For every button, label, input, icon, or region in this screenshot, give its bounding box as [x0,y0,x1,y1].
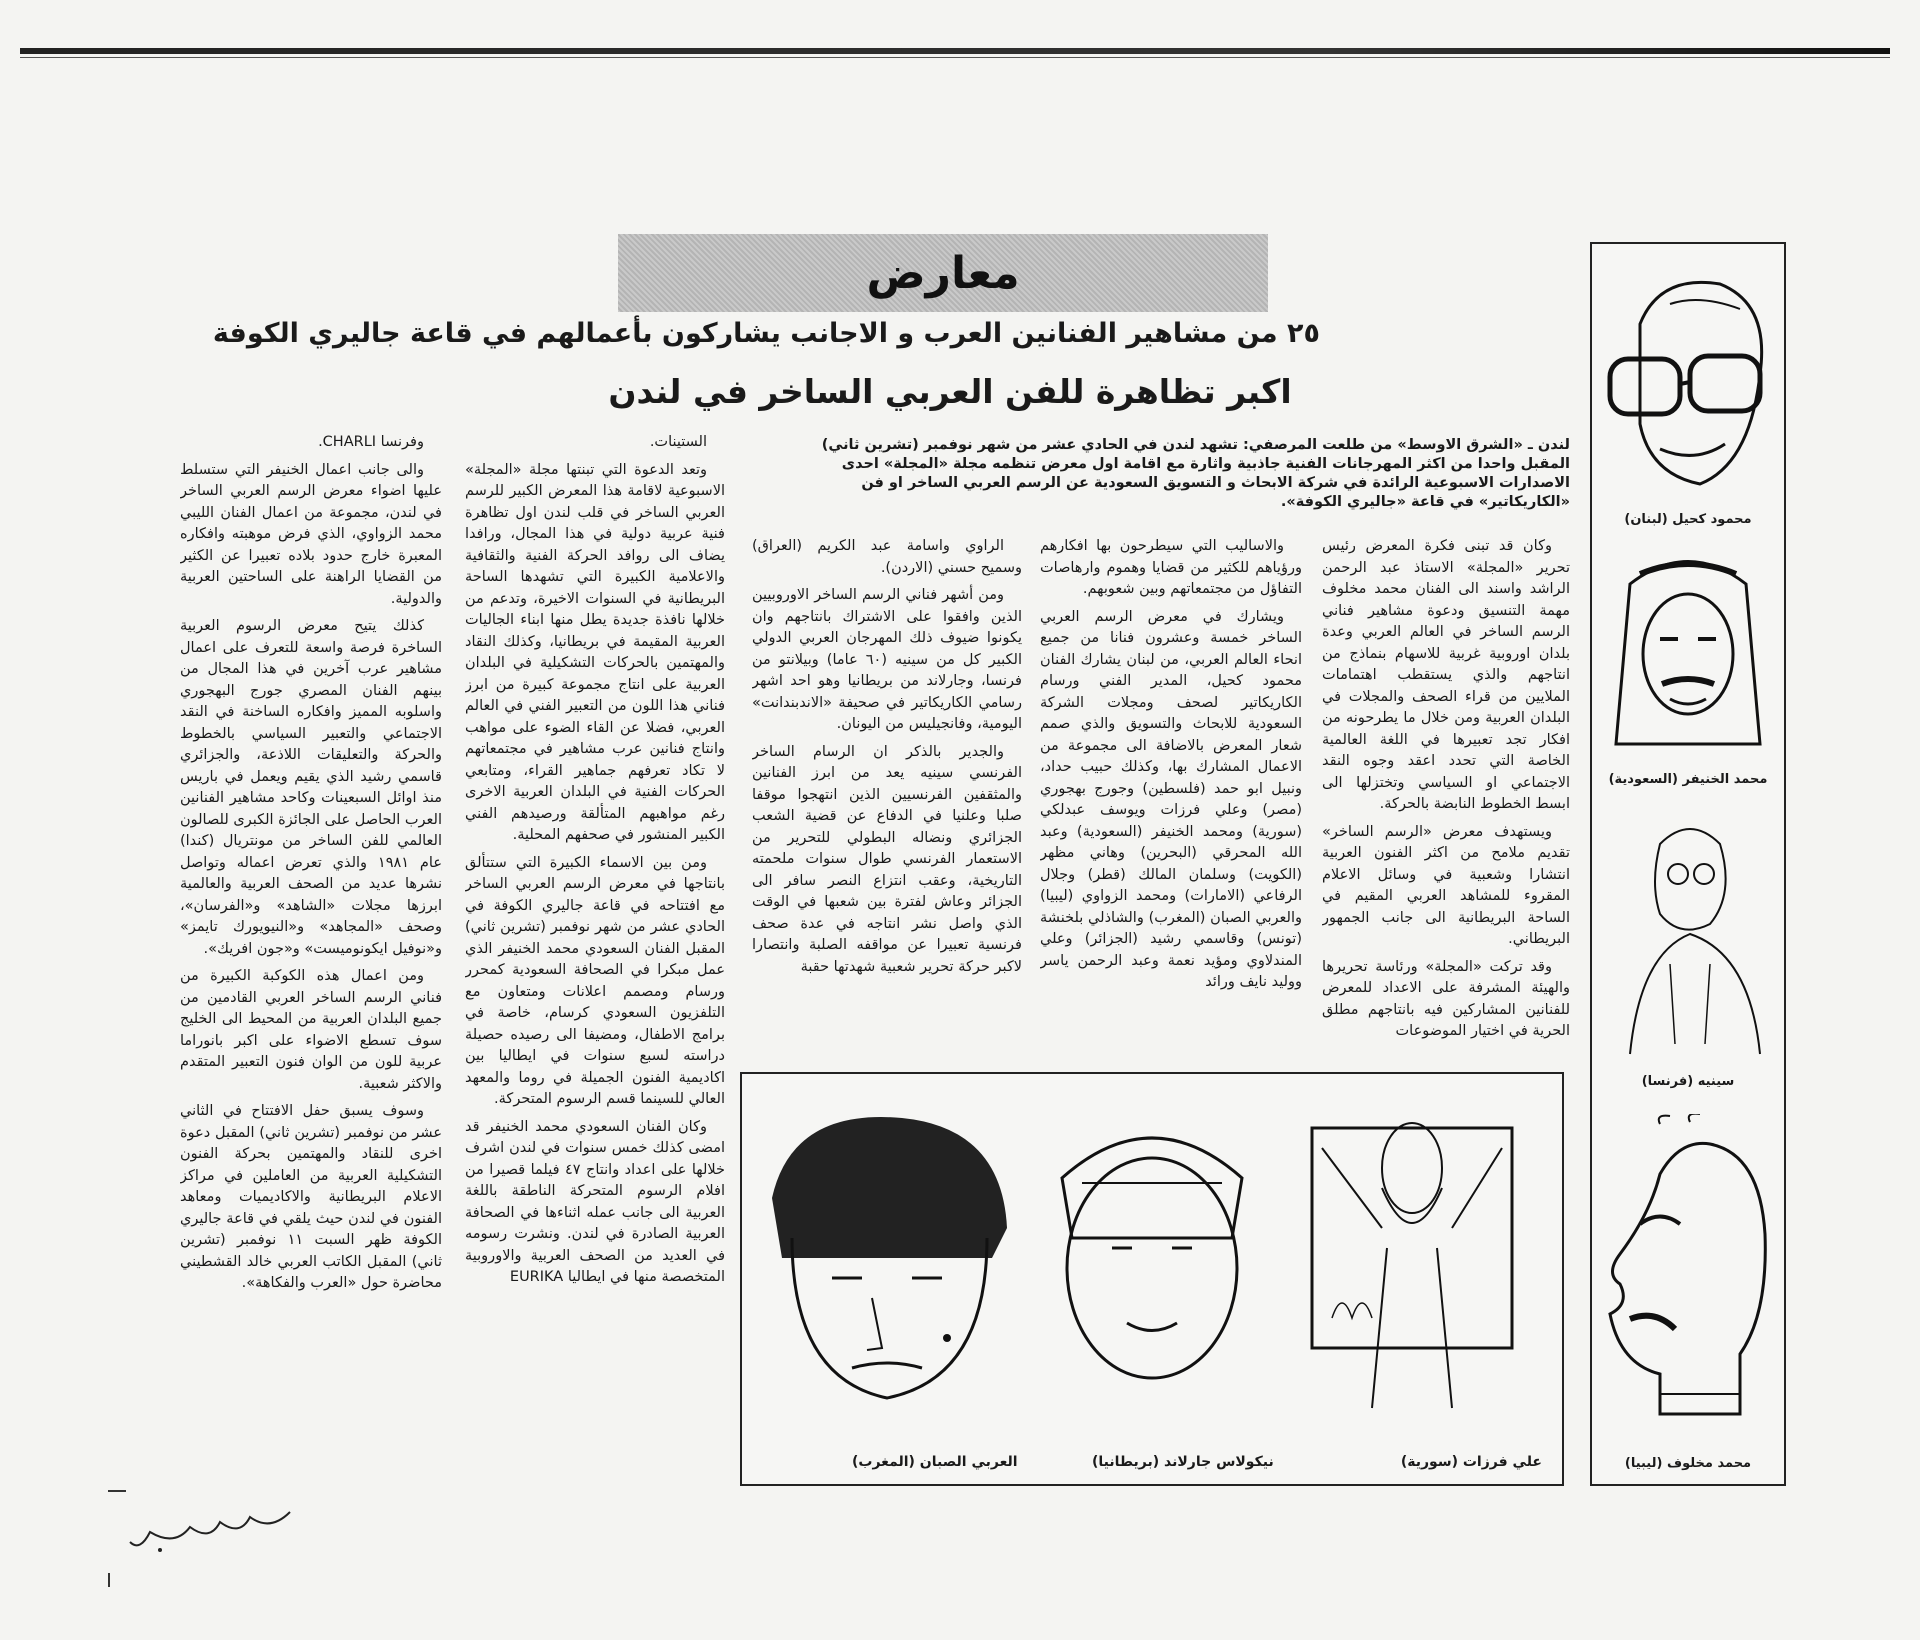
paragraph: والى جانب اعمال الخنيفر التي ستسلط عليها اضواء معرض الرسم العربي الساخر في لندن، مجموعة من اعمال الفنان الليبي محمد الزواوي، الذي فرض موهبته وافكاره المعبرة خارج حدود بلاده تعبيرا عن الكثير من القضايا الراهنة على الساحتين العربية والدولية. [180,461,442,607]
paragraph: ومن اعمال هذه الكوكبة الكبيرة من فناني الرسم الساخر العربي القادمين من جميع البلدان العربية من المحيط الى الخليج سوف تسطع الاضواء على اكبر بانوراما عربية للون من الوان فنون التعبير المتقدم والاكثر شعبية. [180,968,442,1092]
paragraph: وقد تركت «المجلة» ورئاسة تحريرها والهيئة المشرفة على الاعداد للمعرض للفنانين المشاركين فيه بانتاجهم مطلق الحرية في اختيار الموضوعات [1322,958,1570,1039]
article-column-3 [752,536,1022,1061]
caricature-caption: سينيه (فرنسا) [1641,1074,1735,1089]
paragraph: وكان الفنان السعودي محمد الخنيفر قد امضى كذلك خمس سنوات في لندن اشرف خلالها على اعداد وانتاج ٤٧ فيلما قصيرا من افلام الرسوم المتحركة الناطقة باللغة العربية الى جانب عمله اثناءها في الصحافة العربية الصادرة في لندن. ونشرت رسومه في العديد من الصحف العربية والاوروبية المتخصصة منها في ايطاليا EURIKA [465,1118,725,1285]
paragraph: ومن بين الاسماء الكبيرة التي ستتألق بانتاجها في معرض الرسم العربي الساخر مع افتتاحه في قاعة جاليري الكوفة في الحادي عشر من شهر نوفمبر (تشرين ثاني) المقبل الفنان السعودي محمد الخنيفر الذي عمل مبكرا في الصحافة السعودية كمحرر ورسام ومصمم اعلانات ومتعاون مع التلفزيون السعودي كرسام، خاصة في برامج الاطفال، ومضيفا الى رصيده حصيلة دراسته لسبع سنوات في ايطاليا بين اكاديمية الفنون الجميلة في روما والمعهد العالي للسينما قسم الرسوم المتحركة. [465,854,725,1107]
paragraph: ومن أشهر فناني الرسم الساخر الاوروبيين الذين وافقوا على الاشتراك بانتاجهم وان يكونوا ضيوف ذلك المهرجان العربي الدولي الكبير كل من سينيه (٦٠ عاما) وبيلانتو من فرنسا، وجارلاند من بريطانيا وهو احد اشهر رسامي الكاريكاتير في صحيفة «الاندبندانت» اليومية، وفانجيليس من اليونان. [752,587,1022,732]
paragraph: وكان قد تبنى فكرة المعرض رئيس تحرير «المجلة» الاستاذ عبد الرحمن الراشد واسند الى الفنان محمد مخلوف مهمة التنسيق ودعوة مشاهير فناني الرسم الساخر في العالم العربي وعدة بلدان اوروبية غربية للاسهام بنماذج من انتاجهم والذي يستقطب اهتمامات الملايين من قراء الصحف والمجلات في البلدان العربية ومن خلال ما يطرحونه من افكار تجد تعبيرها في اللغة العالمية الخاصة التي تحدد اعقد وجوه النقد الاجتماعي او السياسي وتختزلها الى ابسط الخطوط النابضة بالحركة. [1322,538,1570,812]
profile-man-caricature-icon [1600,1114,1776,1434]
bearded-man-drawing-icon [1302,1088,1542,1428]
paragraph: والاساليب التي سيطرحون بها افكارهم ورؤياهم للكثير من قضايا وهموم وارهاصات التفاؤل من مجتمعاتهم وبين شعوبهم. [1040,538,1302,597]
caricature-caption: علي فرزات (سورية) [1400,1454,1542,1470]
article-column-5 [180,432,442,1472]
caricature-caption: محمود كحيل (لبنان) [1624,512,1752,527]
paragraph: وفرنسا CHARLI. [318,434,424,450]
paragraph: كذلك يتيح معرض الرسوم العربية الساخرة فرصة واسعة للتعرف على اعمال مشاهير عرب آخرين في هذا المجال من بينهم الفنان المصري جورج البهجوري واسلوبه المميز وافكاره الساخنة في النقد الاجتماعي والتعبير السياسي بالخطوط والحركة والتعليقات اللاذعة، والجزائري قاسمي رشيد الذي يقيم ويعمل في باريس منذ اوائل السبعينات وكاحد مشاهير الفنانين العرب الحاصل على الجائزة الكبرى للصالون العالمي للفن الساخر من مونتريال (كندا) عام ١٩٨١ والذي تعرض اعماله وتواصل نشرها عديد من الصحف العربية والعالمية ابرزها مجلات «الشاهد» و«الفرسان»، وصحف «المجاهد» و«النيويورك تايمز» و«نوفيل ايكونوميست» و«جون افريك». [180,618,442,957]
top-border-thin-rule [20,57,1890,58]
keffiyeh-man-caricature-icon [1600,544,1776,764]
paragraph: والجدير بالذكر ان الرسام الساخر الفرنسي سينيه يعد من ابرز الفنانين والمثقفين الفرنسيين الذين انتهجوا موقفا صلبا وعلنيا في الدفاع عن قضية الشعب الجزائري ونضاله البطولي للتحرير من الاستعمار الفرنسي طوال سنوات ملحمته التاريخية، وعقب انتزاع النصر سافر الى الجزائر وعاش لفترة بين شعبها في الوقت الذي واصل نشر انتاجه في عدة صحف فرنسية تعبيرا عن مواقفه الصلبة وانتصارا لاكبر حركة تحرير شعبية شهدتها حقبة [752,743,1022,975]
margin-mark [108,1490,126,1492]
article-column-1 [1322,536,1570,1061]
dark-hair-man-caricature-icon [752,1088,1022,1428]
paragraph: الراوي واسامة عبد الكريم (العراق) وسميح حسني (الاردن). [752,538,1022,576]
paragraph: ويشارك في معرض الرسم العربي الساخر خمسة وعشرون فنانا من جميع انحاء العالم العربي، من لبنان يشارك الفنان محمود كحيل، المدير الفني ورسام الكاريكاتير لصحف ومجلات الشركة السعودية للابحاث والتسويق والذي صمم شعار المعرض بالاضافة الى مجموعة من الاعمال المشارك بها، وكذلك حبيب حداد، ونبيل ابو حمد (فلسطين) وجورج بهجوري (مصر) وعلي فرزات ويوسف عبدلكي (سورية) ومحمد الخنيفر (السعودية) وعبد الله المحرقي (البحرين) وهاني مظهر (الكويت) وسلمان المالك (قطر) وجلال الرفاعي (الامارات) ومحمد الزواوي (ليبيا) والعربي الصبان (المغرب) والشاذلي بلخنشة (تونس) وقاسمي رشيد (الجزائر) وعلي المندلاوي ومؤيد نعمة وعبد الرحمن ياسر ووليد نايف ورائد [1040,608,1302,990]
paragraph: وسوف يسبق حفل الافتتاح في الثاني عشر من نوفمبر (تشرين ثاني) المقبل دعوة اخرى للنقاد والمهتمين بحركة الفنون التشكيلية العربية من العاملين في مراكز الاعلام البريطانية والاكاديميات ومعاهد الفنون في لندن حيث يلقي في قاعة جاليري الكوفة ظهر السبت ١١ نوفمبر (تشرين ثاني) المقبل الكاتب العربي خالد القشطيني محاضرة حول «العرب والفكاهة». [180,1103,442,1291]
paragraph: ويستهدف معرض «الرسم الساخر» تقديم ملامح من اكثر الفنون العربية انتشارا وشعبية في وسائل الاعلام المقروء للمشاهد العربي المقيم في الساحة البريطانية الى جانب الجمهور البريطاني. [1322,823,1570,947]
subheadline: اكبر تظاهرة للفن العربي الساخر في لندن [608,372,1292,411]
fringe-hair-man-caricature-icon [1032,1088,1272,1428]
caricature-caption: العربي الصبان (المغرب) [852,1454,1018,1470]
dateline: لندن ـ «الشرق الاوسط» من طلعت المرصفي: [1242,437,1570,453]
paragraph: وتعد الدعوة التي تبنتها مجلة «المجلة» الاسبوعية لاقامة هذا المعرض الكبير للرسم العربي الساخر في قلب لندن اول تظاهرة فنية عربية دولية في هذا المجال، ورافدا يضاف الى روافد الحركة الفنية والثقافية والاعلامية الكبيرة التي تشهدها الساحة البريطانية في السنوات الاخيرة، وتدعم من خلالها نافذة جديدة يطل منها ابناء الجاليات العربية المقيمة في بريطانيا، وكذلك النقاد والمهتمين بالحركات التشكيلية في البلدان العربية على انتاج مجموعة كبيرة من ابرز فناني هذا اللون من التعبير الفني في العالم العربي، فضلا عن القاء الضوء على مواهب وانتاج فنانين عرب مشاهير في مجتمعاتهم لا تكاد تعرفهم جماهير القراء، ومتابعي الحركات الفنية في البلدان العربية الاخرى رغم مواهبهم المتألقة ورصيدهم الفني الكبير المنشور في صحفهم المحلية. [465,461,725,843]
margin-mark [108,1573,110,1587]
article-column-4 [465,432,725,1472]
bottom-caricature-box [740,1072,1564,1486]
caricature-caption: محمد مخلوف (ليبيا) [1624,1456,1752,1471]
section-banner [618,234,1268,312]
glasses-man-caricature-icon [1600,264,1776,504]
section-title: معارض [866,247,1020,299]
caricature-caption: محمد الخنيفر (السعودية) [1608,772,1768,787]
caricature-caption: نيكولاس جارلاند (بريطانيا) [1092,1454,1274,1470]
lead-paragraph [820,436,1570,512]
article-column-2 [1040,536,1302,1061]
lead-text: تشهد لندن في الحادي عشر من شهر نوفمبر (تشرين ثاني) المقبل واحدا من اكثر المهرجانات الفنية جاذبية واثارة مع اقامة اول معرض تنظمه مجلة «المجلة» احدى الاصدارات الاسبوعية الرائدة في شركة الابحاث و التسويق السعودية عن الرسم العربي الساخر او فن «الكاريكاتير» في قاعة «جاليري الكوفة». [821,437,1570,510]
handwritten-signature [120,1492,310,1562]
paragraph: الستينات. [649,434,707,450]
top-border-rule [20,48,1890,54]
bespectacled-man-caricature-icon [1600,804,1776,1064]
caricature-panel [1590,242,1786,1486]
headline: ٢٥ من مشاهير الفنانين العرب و الاجانب يشاركون بأعمالهم في قاعة جاليري الكوفة [212,318,1320,349]
